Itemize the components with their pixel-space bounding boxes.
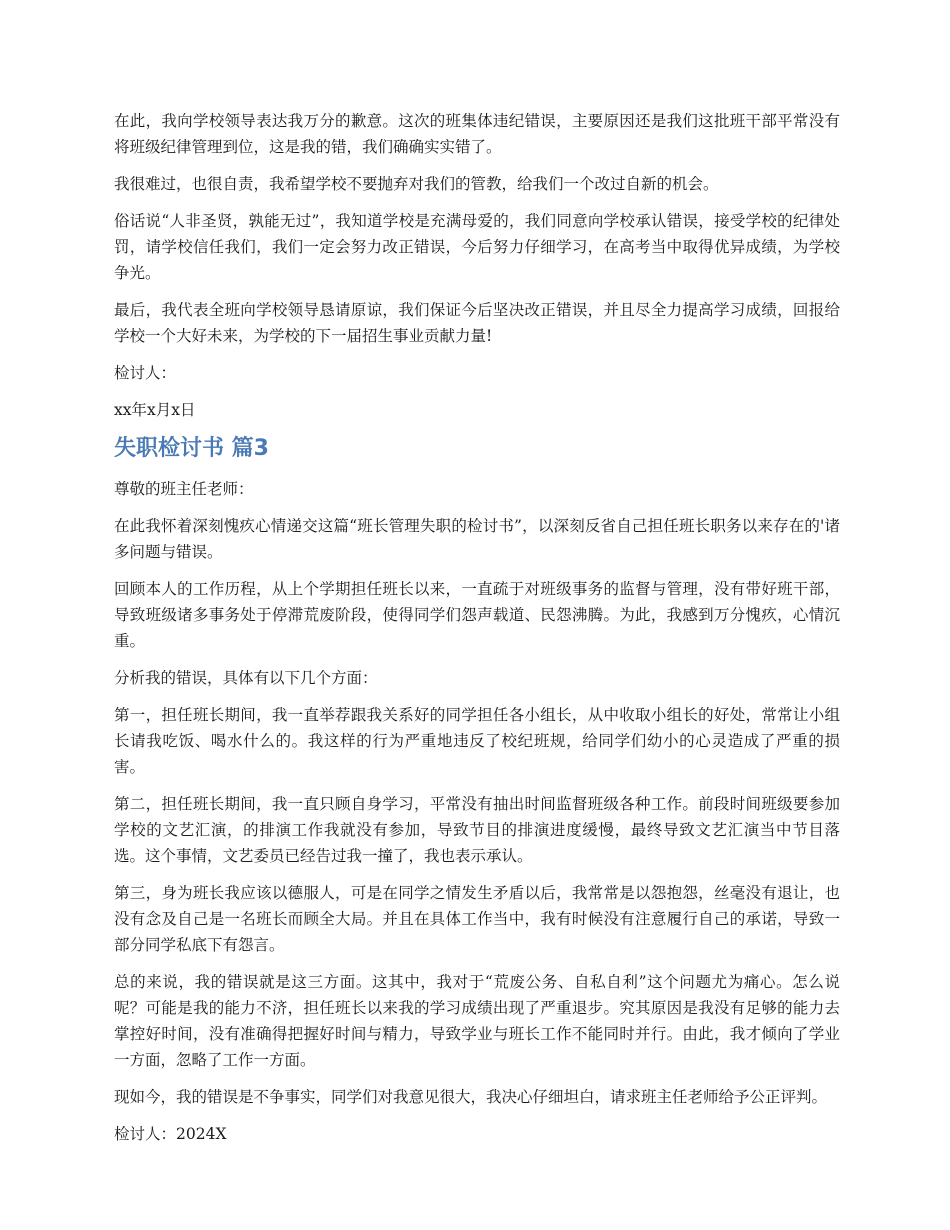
paragraph: 我很难过，也很自责，我希望学校不要抛弃对我们的管教，给我们一个改过自新的机会。 <box>114 175 719 193</box>
salutation: 尊敬的班主任老师： <box>114 480 254 498</box>
paragraph: 总的来说，我的错误就是这三方面。这其中，我对于“荒废公务、自私自利”这个问题尤为痛心。怎么说呢？可能是我的能力不济，担任班长以来我的学习成绩出现了严重退步。究其原因是我没有足够的能力去掌控好时间，没有准确得把握好时间与精力，导致学业与班长工作不能同时并行。由此，我才倾向了学业一方面，忽略了工作一方面。 <box>114 973 840 1069</box>
paragraph: 回顾本人的工作历程，从上个学期担任班长以来，一直疏于对班级事务的监督与管理，没有带好班干部，导致班级诸多事务处于停滞荒废阶段，使得同学们怨声载道、民怨沸腾。为此，我感到万分愧疚，心情沉重。 <box>114 580 840 650</box>
paragraph: 分析我的错误，具体有以下几个方面： <box>114 669 378 687</box>
paragraph: 第三，身为班长我应该以德服人，可是在同学之情发生矛盾以后，我常常是以怨抱怨，丝毫没有退让，也没有念及自己是一名班长而顾全大局。并且在具体工作当中，我有时候没有注意履行自己的承诺，导致一部分同学私底下有怨言。 <box>114 884 840 954</box>
paragraph: 俗话说“人非圣贤，孰能无过”，我知道学校是充满母爱的，我们同意向学校承认错误，接受学校的纪律处罚，请学校信任我们，我们一定会努力改正错误，今后努力仔细学习，在高考当中取得优异成绩，为学校争光。 <box>114 212 840 282</box>
date-line: xx年x月x日 <box>114 401 196 419</box>
signature-line: 检讨人：2024X <box>114 1125 227 1143</box>
paragraph: 现如今，我的错误是不争事实，同学们对我意见很大，我决心仔细坦白，请求班主任老师给予公正评判。 <box>114 1088 828 1106</box>
section-heading: 失职检讨书 篇3 <box>114 436 269 461</box>
paragraph: 最后，我代表全班向学校领导恳请原谅，我们保证今后坚决改正错误，并且尽全力提高学习成绩，回报给学校一个大好未来，为学校的下一届招生事业贡献力量! <box>114 301 840 345</box>
paragraph: 第一，担任班长期间，我一直举荐跟我关系好的同学担任各小组长，从中收取小组长的好处，常常让小组长请我吃饭、喝水什么的。我这样的行为严重地违反了校纪班规，给同学们幼小的心灵造成了严重的损害。 <box>114 706 840 776</box>
paragraph: 在此，我向学校领导表达我万分的歉意。这次的班集体违纪错误，主要原因还是我们这批班干部平常没有将班级纪律管理到位，这是我的错，我们确确实实错了。 <box>114 112 840 156</box>
signature-label: 检讨人： <box>114 364 177 382</box>
paragraph: 在此我怀着深刻愧疚心情递交这篇“班长管理失职的检讨书”，以深刻反省自己担任班长职务以来存在的'诸多问题与错误。 <box>114 517 840 561</box>
paragraph: 第二，担任班长期间，我一直只顾自身学习，平常没有抽出时间监督班级各种工作。前段时间班级要参加学校的文艺汇演，的排演工作我就没有参加，导致节目的排演进度缓慢，最终导致文艺汇演当中节目落选。这个事情，文艺委员已经告过我一撞了，我也表示承认。 <box>114 795 840 865</box>
document-page <box>114 108 840 1158</box>
